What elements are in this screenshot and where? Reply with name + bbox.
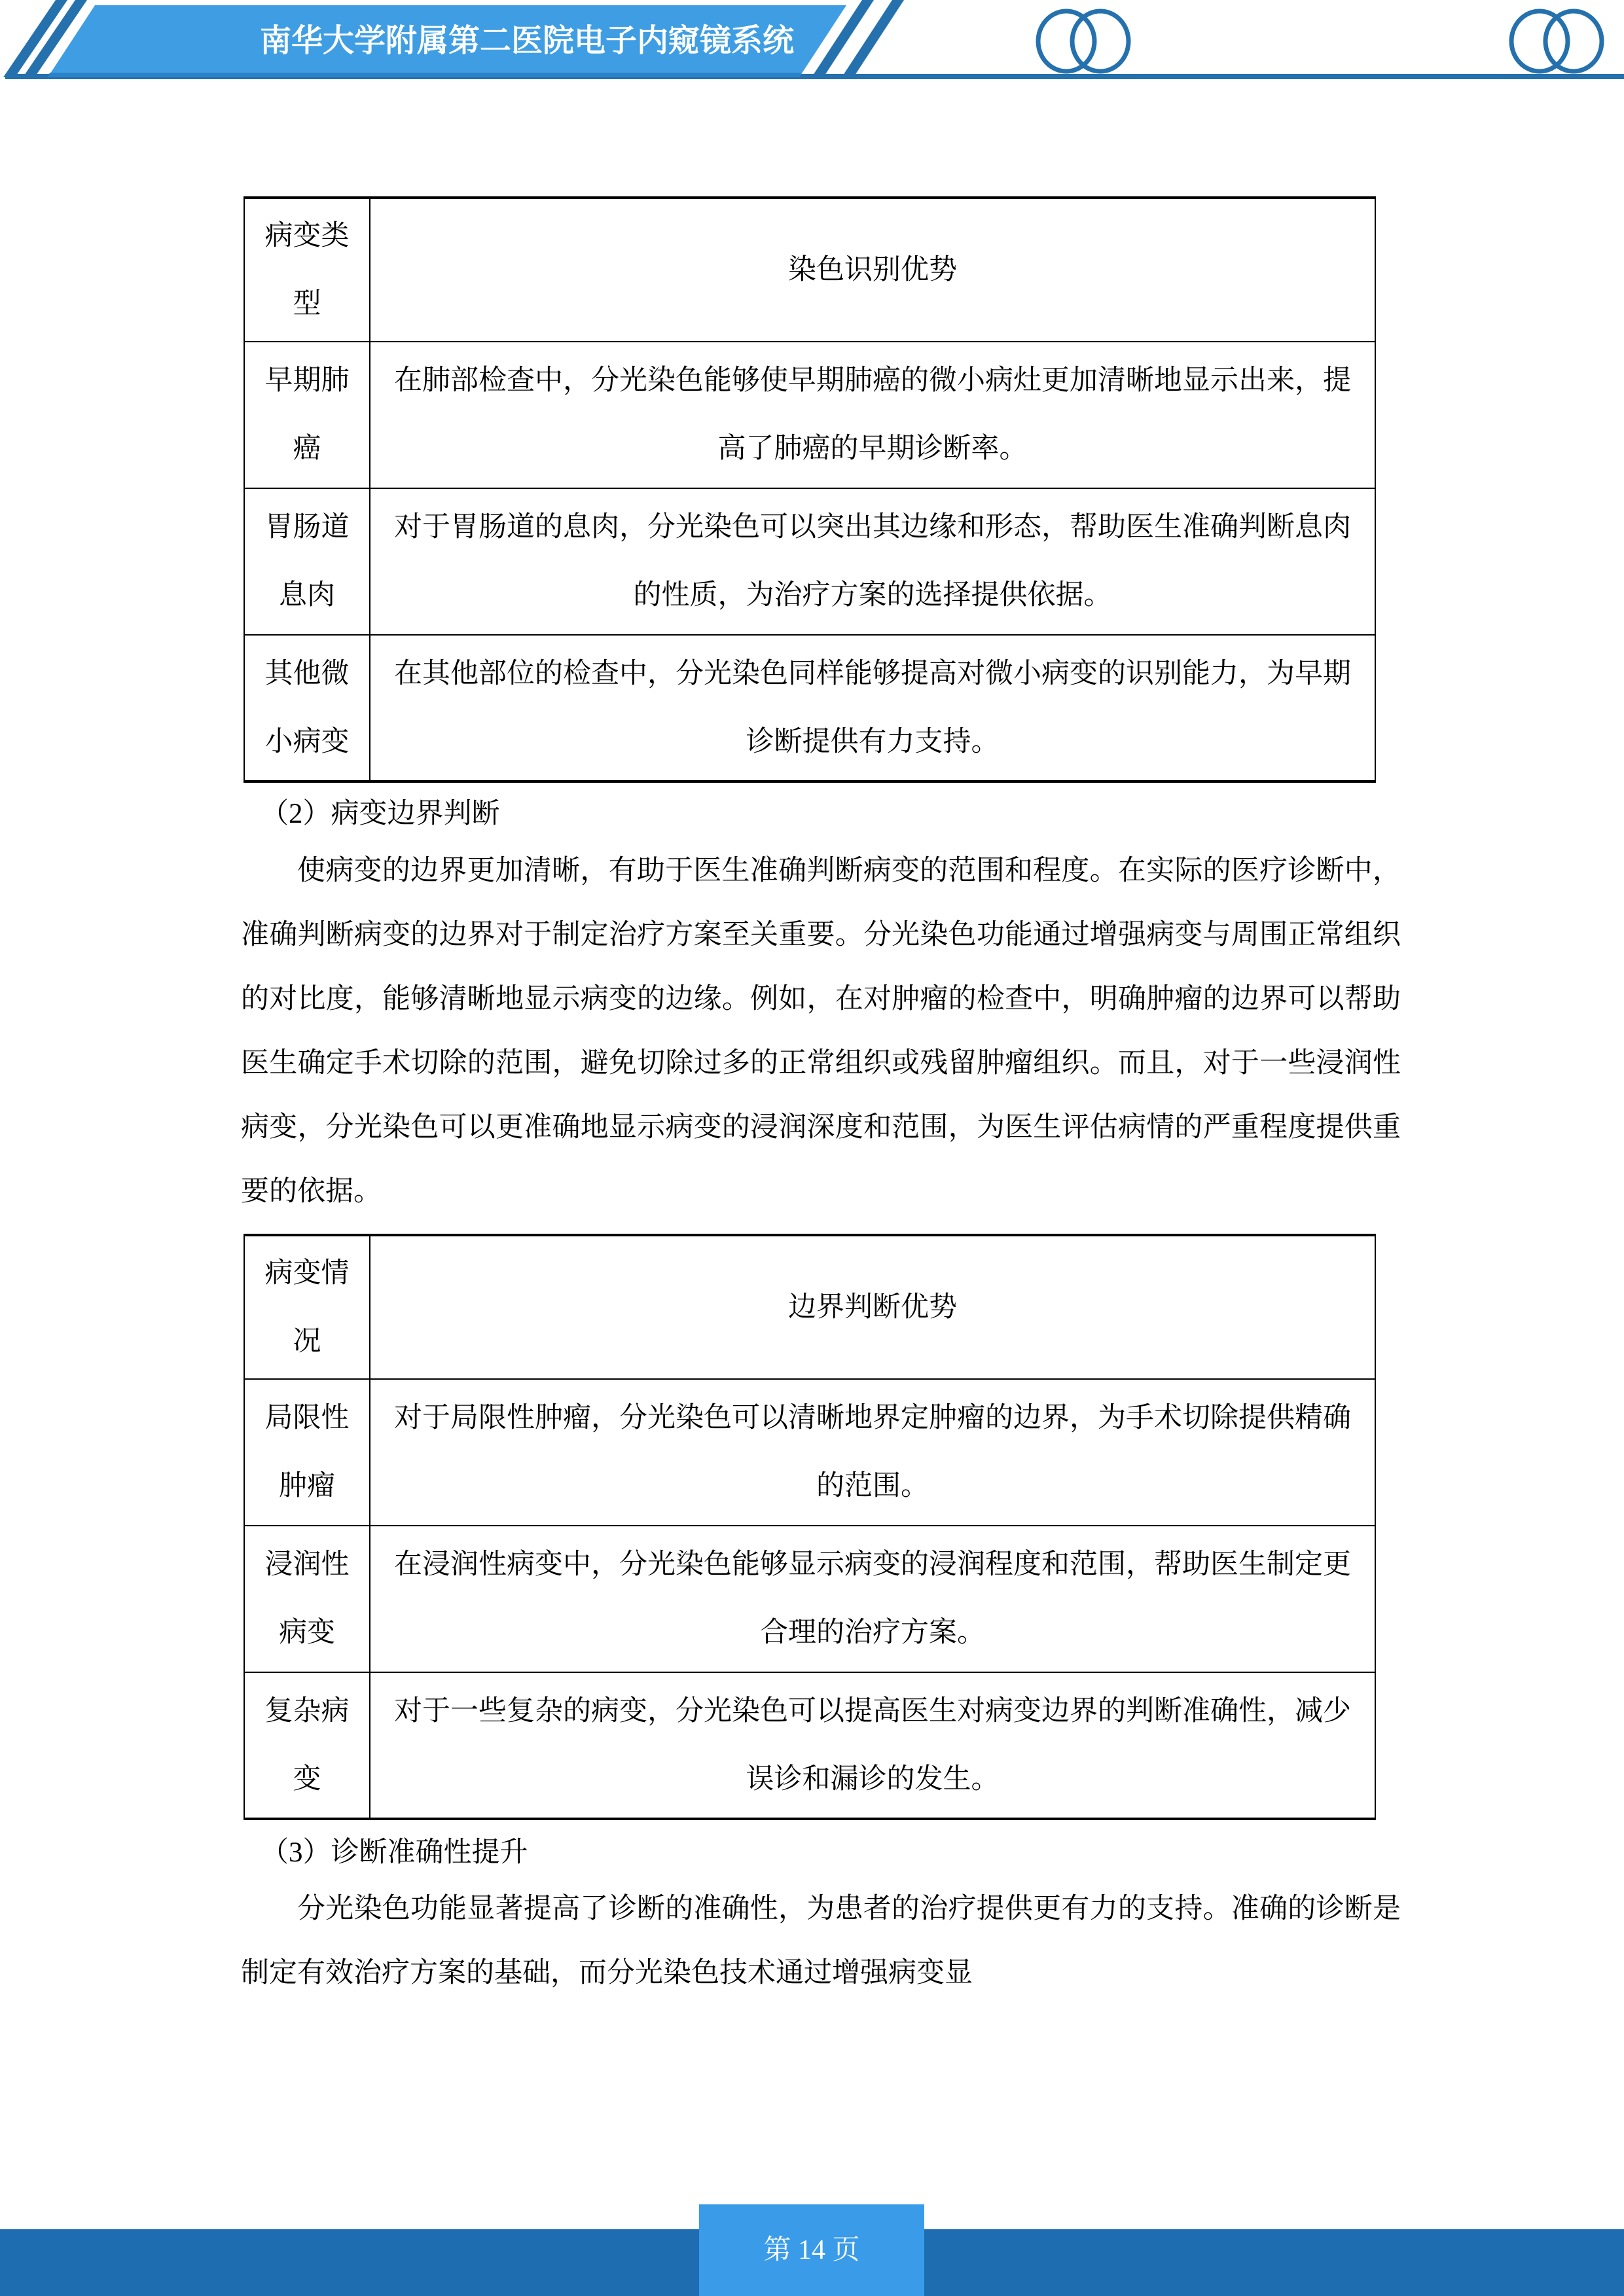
table-header-cell: 病变类型 xyxy=(244,198,370,342)
table-row xyxy=(244,1526,1375,1672)
row-text-cell: 对于胃肠道的息肉，分光染色可以突出其边缘和形态，帮助医生准确判断息肉的性质，为治疗方案的选择提供依据。 xyxy=(370,488,1375,635)
boundary-advantage-table xyxy=(244,1234,1376,1820)
row-label-cell: 其他微小病变 xyxy=(244,635,370,781)
overlapping-circles-icon xyxy=(1038,11,1128,71)
row-text-cell: 在肺部检查中，分光染色能够使早期肺癌的微小病灶更加清晰地显示出来，提高了肺癌的早期诊断率。 xyxy=(370,342,1375,488)
section-paragraph-3: 分光染色功能显著提高了诊断的准确性，为患者的治疗提供更有力的支持。准确的诊断是制定有效治疗方案的基础，而分光染色技术通过增强病变显 xyxy=(241,1893,1401,1988)
table-row xyxy=(244,635,1375,781)
table-row xyxy=(244,488,1375,635)
table-row xyxy=(244,1379,1375,1526)
table-header-cell: 染色识别优势 xyxy=(370,198,1375,342)
table-header-cell: 边界判断优势 xyxy=(370,1235,1375,1379)
row-label-cell: 浸润性病变 xyxy=(244,1526,370,1672)
header-title: 南华大学附属第二医院电子内窥镜系统 xyxy=(259,24,794,58)
page-number-badge: 第 14 页 xyxy=(699,2204,924,2296)
section-heading-2: （2）病变边界判断 xyxy=(261,798,500,829)
overlapping-circles-icon xyxy=(1511,11,1602,71)
staining-advantage-table xyxy=(244,196,1376,783)
row-text-cell: 对于一些复杂的病变，分光染色可以提高医生对病变边界的判断准确性，减少误诊和漏诊的发生。 xyxy=(370,1672,1375,1819)
row-label-cell: 早期肺癌 xyxy=(244,342,370,488)
row-text-cell: 对于局限性肿瘤，分光染色可以清晰地界定肿瘤的边界，为手术切除提供精确的范围。 xyxy=(370,1379,1375,1526)
table-row xyxy=(244,342,1375,488)
row-text-cell: 在浸润性病变中，分光染色能够显示病变的浸润程度和范围，帮助医生制定更合理的治疗方案。 xyxy=(370,1526,1375,1672)
table-row xyxy=(244,1672,1375,1819)
section-paragraph-2: 使病变的边界更加清晰，有助于医生准确判断病变的范围和程度。在实际的医疗诊断中，准确判断病变的边界对于制定治疗方案至关重要。分光染色功能通过增强病变与周围正常组织的对比度，能够清晰地显示病变的边缘。例如，在对肿瘤的检查中，明确肿瘤的边界可以帮助医生确定手术切除的范围，避免切除过多的正常组织或残留肿瘤组织。而且，对于一些浸润性病变，分光染色可以更准确地显示病变的浸润深度和范围，为医生评估病情的严重程度提供重要的依据。 xyxy=(241,855,1401,1207)
row-label-cell: 复杂病变 xyxy=(244,1672,370,1819)
table-header-cell: 病变情况 xyxy=(244,1235,370,1379)
banner-bottom-edge xyxy=(48,73,802,77)
row-text-cell: 在其他部位的检查中，分光染色同样能够提高对微小病变的识别能力，为早期诊断提供有力支持。 xyxy=(370,635,1375,781)
section-heading-3: （3）诊断准确性提升 xyxy=(261,1837,528,1868)
page-content xyxy=(241,196,1401,2005)
row-label-cell: 胃肠道息肉 xyxy=(244,488,370,635)
row-label-cell: 局限性肿瘤 xyxy=(244,1379,370,1526)
diagonal-stripe-icon xyxy=(842,0,904,77)
